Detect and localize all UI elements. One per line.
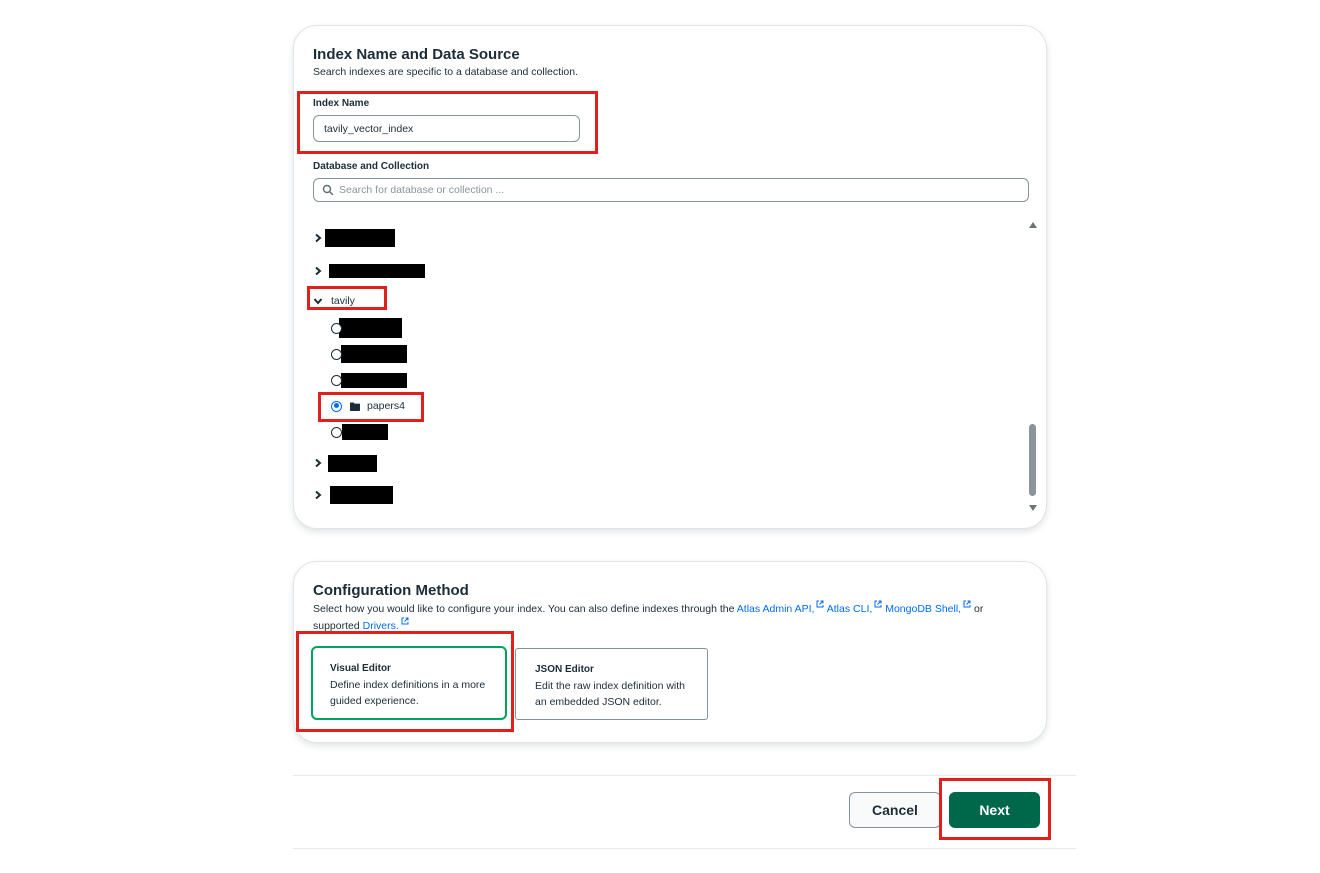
index-name-input[interactable] (313, 115, 580, 142)
json-editor-title: JSON Editor (535, 664, 594, 675)
tree-scrollbar[interactable] (1027, 222, 1039, 514)
config-or-text: or (974, 603, 984, 615)
chevron-right-icon[interactable] (311, 264, 325, 278)
footer-bottom-divider (293, 848, 1076, 849)
next-button[interactable]: Next (949, 792, 1040, 828)
visual-editor-description: Define index definitions in a more guided experience. (330, 679, 486, 707)
scroll-down-arrow-icon[interactable] (1029, 505, 1037, 511)
external-link-icon (401, 617, 409, 625)
tree-collection-row[interactable] (331, 421, 388, 443)
external-link-icon (874, 600, 882, 608)
external-link-icon (963, 600, 971, 608)
tree-collection-label: papers4 (367, 400, 405, 412)
redacted-db-name (328, 455, 377, 472)
source-card-title: Index Name and Data Source (313, 46, 520, 63)
db-collection-label: Database and Collection (313, 161, 430, 172)
chevron-down-icon[interactable] (311, 294, 325, 308)
mongodb-shell-link[interactable]: MongoDB Shell, (885, 603, 962, 615)
tree-collection-row[interactable] (331, 343, 407, 365)
atlas-cli-link[interactable]: Atlas CLI, (826, 603, 873, 615)
collection-radio-selected[interactable] (331, 401, 342, 412)
tree-db-row[interactable] (311, 484, 393, 506)
index-name-label: Index Name (313, 98, 370, 109)
db-collection-tree (307, 222, 1037, 514)
config-description-text: Select how you would like to configure your index. You can also define indexes through the (313, 603, 735, 615)
external-link-icon (816, 600, 824, 608)
config-supported-text: supported (313, 620, 360, 632)
drivers-link[interactable]: Drivers. (362, 620, 399, 632)
redacted-collection-name (341, 345, 407, 363)
tree-db-row-tavily[interactable] (311, 290, 355, 312)
source-card-description: Search indexes are specific to a database and collection. (313, 66, 578, 78)
tree-collection-row[interactable] (331, 317, 402, 339)
redacted-db-name (329, 264, 425, 278)
db-search-field (313, 178, 1029, 202)
index-source-card (293, 25, 1047, 529)
folder-icon (350, 402, 360, 411)
tree-db-label: tavily (331, 295, 355, 307)
collection-radio[interactable] (331, 349, 342, 360)
json-editor-description: Edit the raw index definition with an embedded JSON editor. (535, 680, 685, 708)
search-icon (322, 184, 334, 196)
config-card-description (313, 600, 1023, 634)
scroll-up-arrow-icon[interactable] (1029, 222, 1037, 228)
cancel-button[interactable]: Cancel (849, 792, 941, 828)
redacted-collection-name (339, 318, 402, 338)
configuration-method-card (293, 561, 1047, 743)
redacted-collection-name (341, 373, 407, 388)
scroll-thumb[interactable] (1029, 424, 1036, 496)
redacted-db-name (325, 229, 395, 247)
visual-editor-title: Visual Editor (330, 663, 391, 674)
tree-db-row[interactable] (311, 227, 395, 249)
redacted-collection-name (342, 424, 388, 440)
json-editor-option[interactable] (515, 648, 708, 720)
footer-top-divider (293, 775, 1076, 776)
tree-db-row[interactable] (311, 260, 425, 282)
collection-radio[interactable] (331, 375, 342, 386)
tree-db-row[interactable] (311, 452, 377, 474)
tree-collection-row-papers4[interactable] (331, 395, 405, 417)
atlas-admin-api-link[interactable]: Atlas Admin API, (736, 603, 815, 615)
config-card-title: Configuration Method (313, 582, 469, 599)
tree-collection-row[interactable] (331, 369, 407, 391)
collection-radio[interactable] (331, 323, 342, 334)
db-search-input[interactable] (313, 178, 1029, 202)
chevron-right-icon[interactable] (311, 456, 325, 470)
redacted-db-name (330, 486, 393, 504)
collection-radio[interactable] (331, 427, 342, 438)
chevron-right-icon[interactable] (311, 231, 325, 245)
visual-editor-option[interactable] (311, 646, 507, 720)
chevron-right-icon[interactable] (311, 488, 325, 502)
